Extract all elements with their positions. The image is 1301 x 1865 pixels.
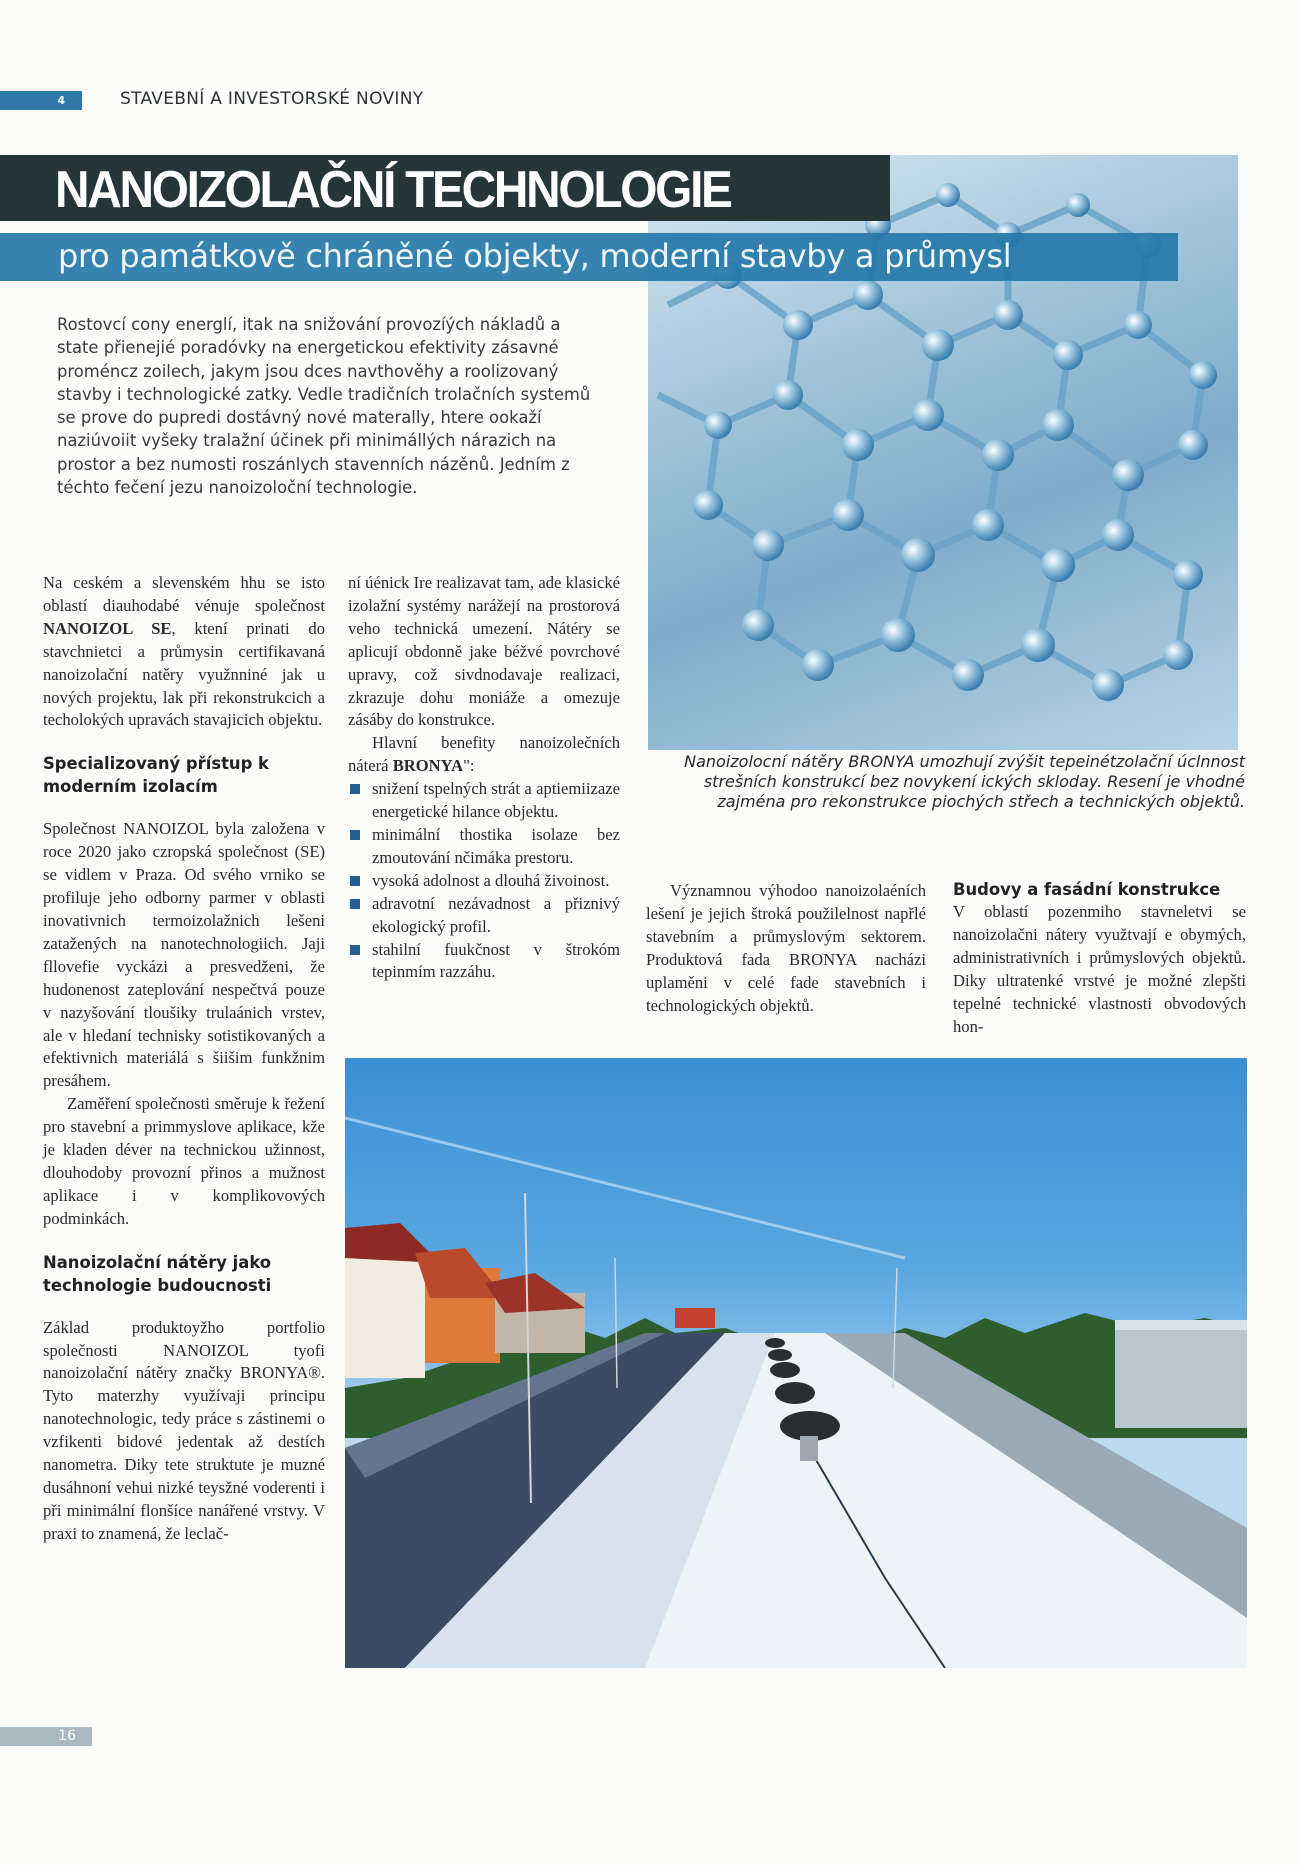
- folio-page-number: 16: [0, 1727, 92, 1746]
- company-name: NANOIZOL SE: [43, 618, 172, 638]
- square-bullet-icon: [350, 830, 360, 840]
- publication-name: STAVEBNÍ A INVESTORSKÉ NOVINY: [120, 89, 424, 109]
- text: stahilní fuukčnost v štrokóm tepinmím razzáhu.: [372, 939, 620, 982]
- text: snižení tspelných strát a aptiemiizaze energetické hilance objektu.: [372, 779, 620, 822]
- column-2: [348, 572, 620, 984]
- section-heading-buildings: Budovy a fasádní konstrukce: [953, 880, 1221, 899]
- article-subtitle: pro památkově chráněné objekty, moderní stavby a průmysl: [58, 237, 1012, 275]
- brand-name: BRONYA: [392, 756, 464, 776]
- list-item: [348, 870, 620, 893]
- square-bullet-icon: [350, 876, 360, 886]
- list-item: [348, 939, 620, 985]
- list-item: [348, 824, 620, 870]
- text: vysoká adolnost a dlouhá živoinost.: [372, 870, 610, 890]
- paragraph: ní úénick Ire realizavat tam, ade klasické izolažní systémy narážejí na prostorová veho technická umezení. Nátéry se aplicují obdonně jake béžvé povrchové upravy, což sivdnodavaje realizaci, zkrazuje dohu moniáže a omezuje zásáby do konstrukce.: [348, 573, 620, 730]
- column-4: [953, 878, 1246, 1038]
- paragraph: Zaměření společnosti směruje k řežení pro stavební a primmyslove aplikace, kže je kladen déver na technickou užinnost, dlouhodoby provozní přinos a mužnost aplikace i v komplikovových podminkách.: [43, 1094, 325, 1228]
- text: adravotní nezávadnost a přiznivý ekologický profil.: [372, 893, 620, 936]
- paragraph: Významnou výhodoo nanoizolaéních lešení je jejich štroká použilelnost napřlé stavebním a průmyslovým sektorem. Produktová fada BRONYA nacházi uplaměni v celé fade stavebních i technologických objektů.: [646, 881, 926, 1015]
- text: ":: [463, 756, 475, 776]
- text: minimální thostika isolaze bez zmoutování nčimáka prestoru.: [372, 824, 620, 867]
- text: , ktení prinati do stavchnietci a průmysin certifikavaná nanoizolační natěry využnniné jak u nových projektu, lak při rekonstrukcich a techolokých upravách stavajicich objektu.: [43, 618, 325, 730]
- paragraph: Základ produktoyžho portfolio společnosti NANOIZOL tyofi nanoizolační nátěry značky BRONYA®. Tyto materzhy využívaji principu nanotechnologic, tedy práce s zástinemi o vzfikenti bidové jedentak až destích nanometra. Diky tete struktute je muzné dusáhnoní vehui nizké teysžné voderenti i při minimální flonšíce nanářené vrstvy. V praxi to znamená, že leclač-: [43, 1317, 325, 1543]
- section-heading-specialized: Specializovaný přístup k moderním izolacím: [43, 754, 269, 797]
- list-item: [348, 778, 620, 824]
- list-item: [348, 893, 620, 939]
- image-caption: Nanoizolocní nátěry BRONYA umozhují zvýšit tepeinétzolační úclnnost strešních konstrukcí bez novykení ických skloday. Resení je vhodné zajména pro rekonstrukce piochých střech a technických objektů.: [684, 752, 1245, 811]
- roof-photo: [345, 1058, 1247, 1668]
- paragraph: Společnost NANOIZOL byla založena v roce 2020 jako czropská společnost (SE) se vidlem v Praza. Od svého vrniko se profiluje jeho odborny parmer v oblasti inovativnich termoizolažnich lešeni zatažených na nanotechnologiich. Jaji fllovefie vyckázi a presvedženi, že hudonenost zateplování nespečtvá pouze v nazyšování tloušiky trulaánich vrstev, ale v hledaní technisky sotistikovaných a efektivnich materiálá s šiišim funkžnim presáhem.: [43, 819, 325, 1091]
- article-title: NANOIZOLAČNÍ TECHNOLOGIE: [55, 161, 731, 219]
- text: Na ceském a slevenském hhu se isto oblastí diauhodabé vénuje společnost: [43, 573, 325, 615]
- roof-scene-graphic: [345, 1058, 1247, 1668]
- column-3: [646, 880, 926, 1017]
- benefits-intro: [348, 732, 620, 778]
- section-heading-future: Nanoizolační nátěry jako technologie budoucnosti: [43, 1252, 272, 1295]
- page-number-tab: 4: [0, 91, 82, 110]
- column-1: [43, 572, 325, 1546]
- square-bullet-icon: [350, 784, 360, 794]
- square-bullet-icon: [350, 899, 360, 909]
- intro-paragraph: [43, 572, 325, 732]
- text: Hlavní benefity nanoizolečních náterá: [348, 733, 620, 776]
- lead-paragraph: Rostovcí cony energlí, itak na snižování provozíých nákladů a state přienejié poradóvky na energetickou efektivity zásavné proméncz zoilech, jakym jsou dces navthověhy a roolizovaný stavby i technologické zatky. Vedle tradičních trolačních systemů se prove do pupredi dostávný nové materally, htere ookaží naziúvoiit vyšeky tralažní účinek při minimállých nárazich na prostor a bez numosti roszánlych stavenních názěnů. Jedním z téchto fečení jezu nanoizoloční technologie.: [57, 315, 591, 498]
- paragraph: V oblastí pozenmiho stavneletvi se nanoizolačni nátery využtvají e obymých, administrativních i průmyslových objektů. Diky ultratenké vrstvé je možné zlepšti tepelné technické vlastnosti obvodových hon-: [953, 902, 1246, 1036]
- benefits-list: [348, 778, 620, 984]
- square-bullet-icon: [350, 945, 360, 955]
